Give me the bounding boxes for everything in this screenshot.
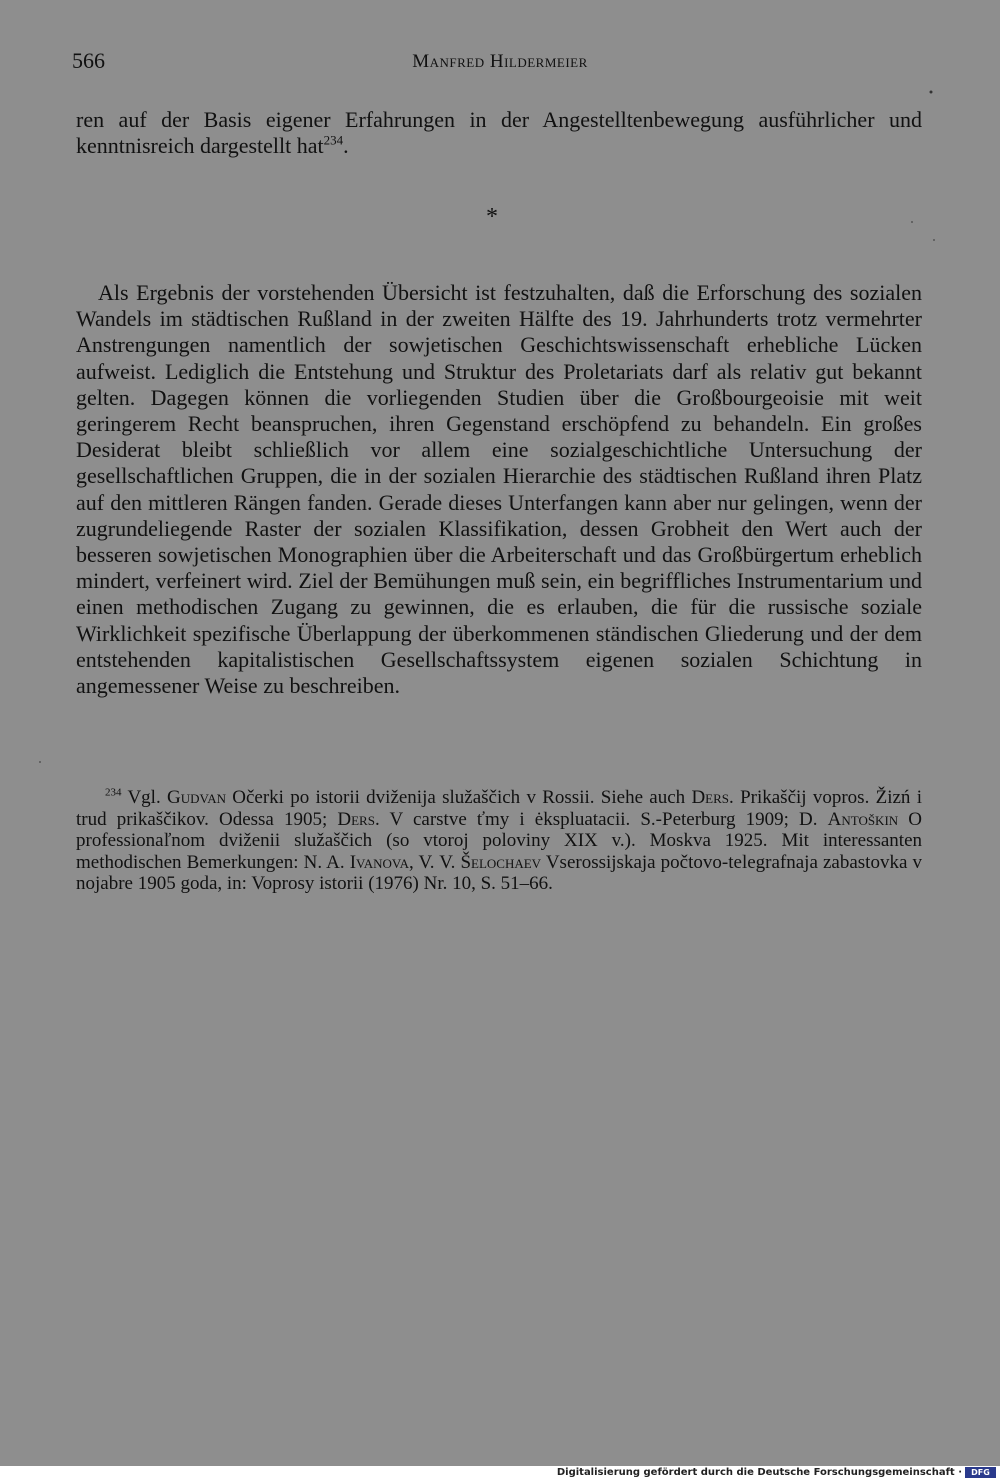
author-ivanova: Ivanova — [349, 851, 410, 873]
author-selochaev: Šelochaev — [460, 851, 542, 873]
author-gudvan: Gudvan — [166, 787, 226, 808]
speck — [930, 91, 933, 94]
author-ders-1: Ders. — [691, 787, 734, 808]
paragraph-continued — [76, 107, 922, 159]
footnote-text-7: Vserossijskaja počtovo-telegrafnaja zabastovka v nojabre 1905 goda, in: Voprosy istorii (1976) Nr. 10, S. 51–66. — [76, 851, 922, 894]
funding-credit: Digitalisierung gefördert durch die Deutsche Forschungsgemeinschaft · — [556, 1467, 962, 1478]
footnote-text-2: Očerki po istorii dviženija služaščich v Rossii. Siehe auch — [225, 787, 692, 808]
footnote-text-1: Vgl. — [121, 787, 167, 808]
digitization-footer — [0, 1466, 1000, 1479]
page-number: 566 — [72, 48, 105, 73]
paragraph-conclusion: Als Ergebnis der vorstehenden Übersicht ist festzuhalten, daß die Erforschung des sozialen Wandels im städtischen Rußland in der zweiten Hälfte des 19. Jahrhunderts trotz vermehrter Anstrengungen namentlich der sowjetischen Geschichtswissenschaft erhebliche Lücken aufweist. Lediglich die Entstehung und Struktur des Proletariats darf als relativ gut bekannt gelten. Dagegen können die vorliegenden Studien über die Großbourgeoisie mit weit geringerem Recht beanspruchen, ihren Gegenstand erschöpfend zu behandeln. Ein großes Desiderat bleibt schließlich vor allem eine sozialgeschichtliche Untersuchung der gesellschaftlichen Gruppen, die in der sozialen Hierarchie des städtischen Rußland ihren Platz auf den mittleren Rängen fanden. Gerade dieses Unterfangen kann aber nur gelingen, wenn der zugrundeliegende Raster der sozialen Klassifikation, dessen Grobheit den Wert auch der besseren sowjetischen Monographien über die Arbeiterschaft und das Großbürgertum erheblich mindert, verfeinert wird. Ziel der Bemühungen muß sein, ein begriffliches Instrumentarium und einen methodischen Zugang zu gewinnen, die es erlauben, die für die russische soziale Wirklichkeit spezifische Überlappung der überkommenen ständischen Gliederung und der dem entstehenden kapitalistischen Gesellschaftssystem eigenen sozialen Schichtung in angemessener Weise zu beschreiben. — [76, 280, 922, 699]
speck — [933, 239, 935, 241]
footnote-reference: 234 — [323, 132, 344, 148]
paragraph-1-end: . — [343, 133, 349, 158]
author-antoskin: Antoškin — [827, 808, 899, 830]
footnote-text-5: O professionaľnom dviženii služaščich (so vtoroj poloviny XIX v.). Moskva 1925. Mit interessanten methodischen Bemerkungen: N. A. — [76, 808, 923, 873]
running-head: Manfred Hildermeier — [412, 51, 588, 72]
section-separator: * — [486, 204, 498, 230]
speck — [39, 761, 41, 763]
dfg-logo: DFG — [965, 1467, 996, 1478]
page-header — [72, 48, 928, 78]
footnote-text-4: V carstve ťmy i ėkspluatacii. S.-Peterburg 1909; D. — [379, 808, 828, 830]
footnote-number: 234 — [105, 786, 122, 799]
footnote-234 — [76, 787, 922, 895]
speck — [911, 221, 913, 223]
paragraph-1-text: ren auf der Basis eigener Erfahrungen in der Angestelltenbewegung ausführlicher und kenntnisreich dargestellt hat — [76, 107, 922, 158]
author-ders-2: Ders. — [337, 808, 380, 830]
footnote-text-6: , V. V. — [409, 851, 461, 873]
footnote-text-3: Prikaščij vopros. Žizń i trud prikaščikov. Odessa 1905; — [76, 787, 922, 830]
